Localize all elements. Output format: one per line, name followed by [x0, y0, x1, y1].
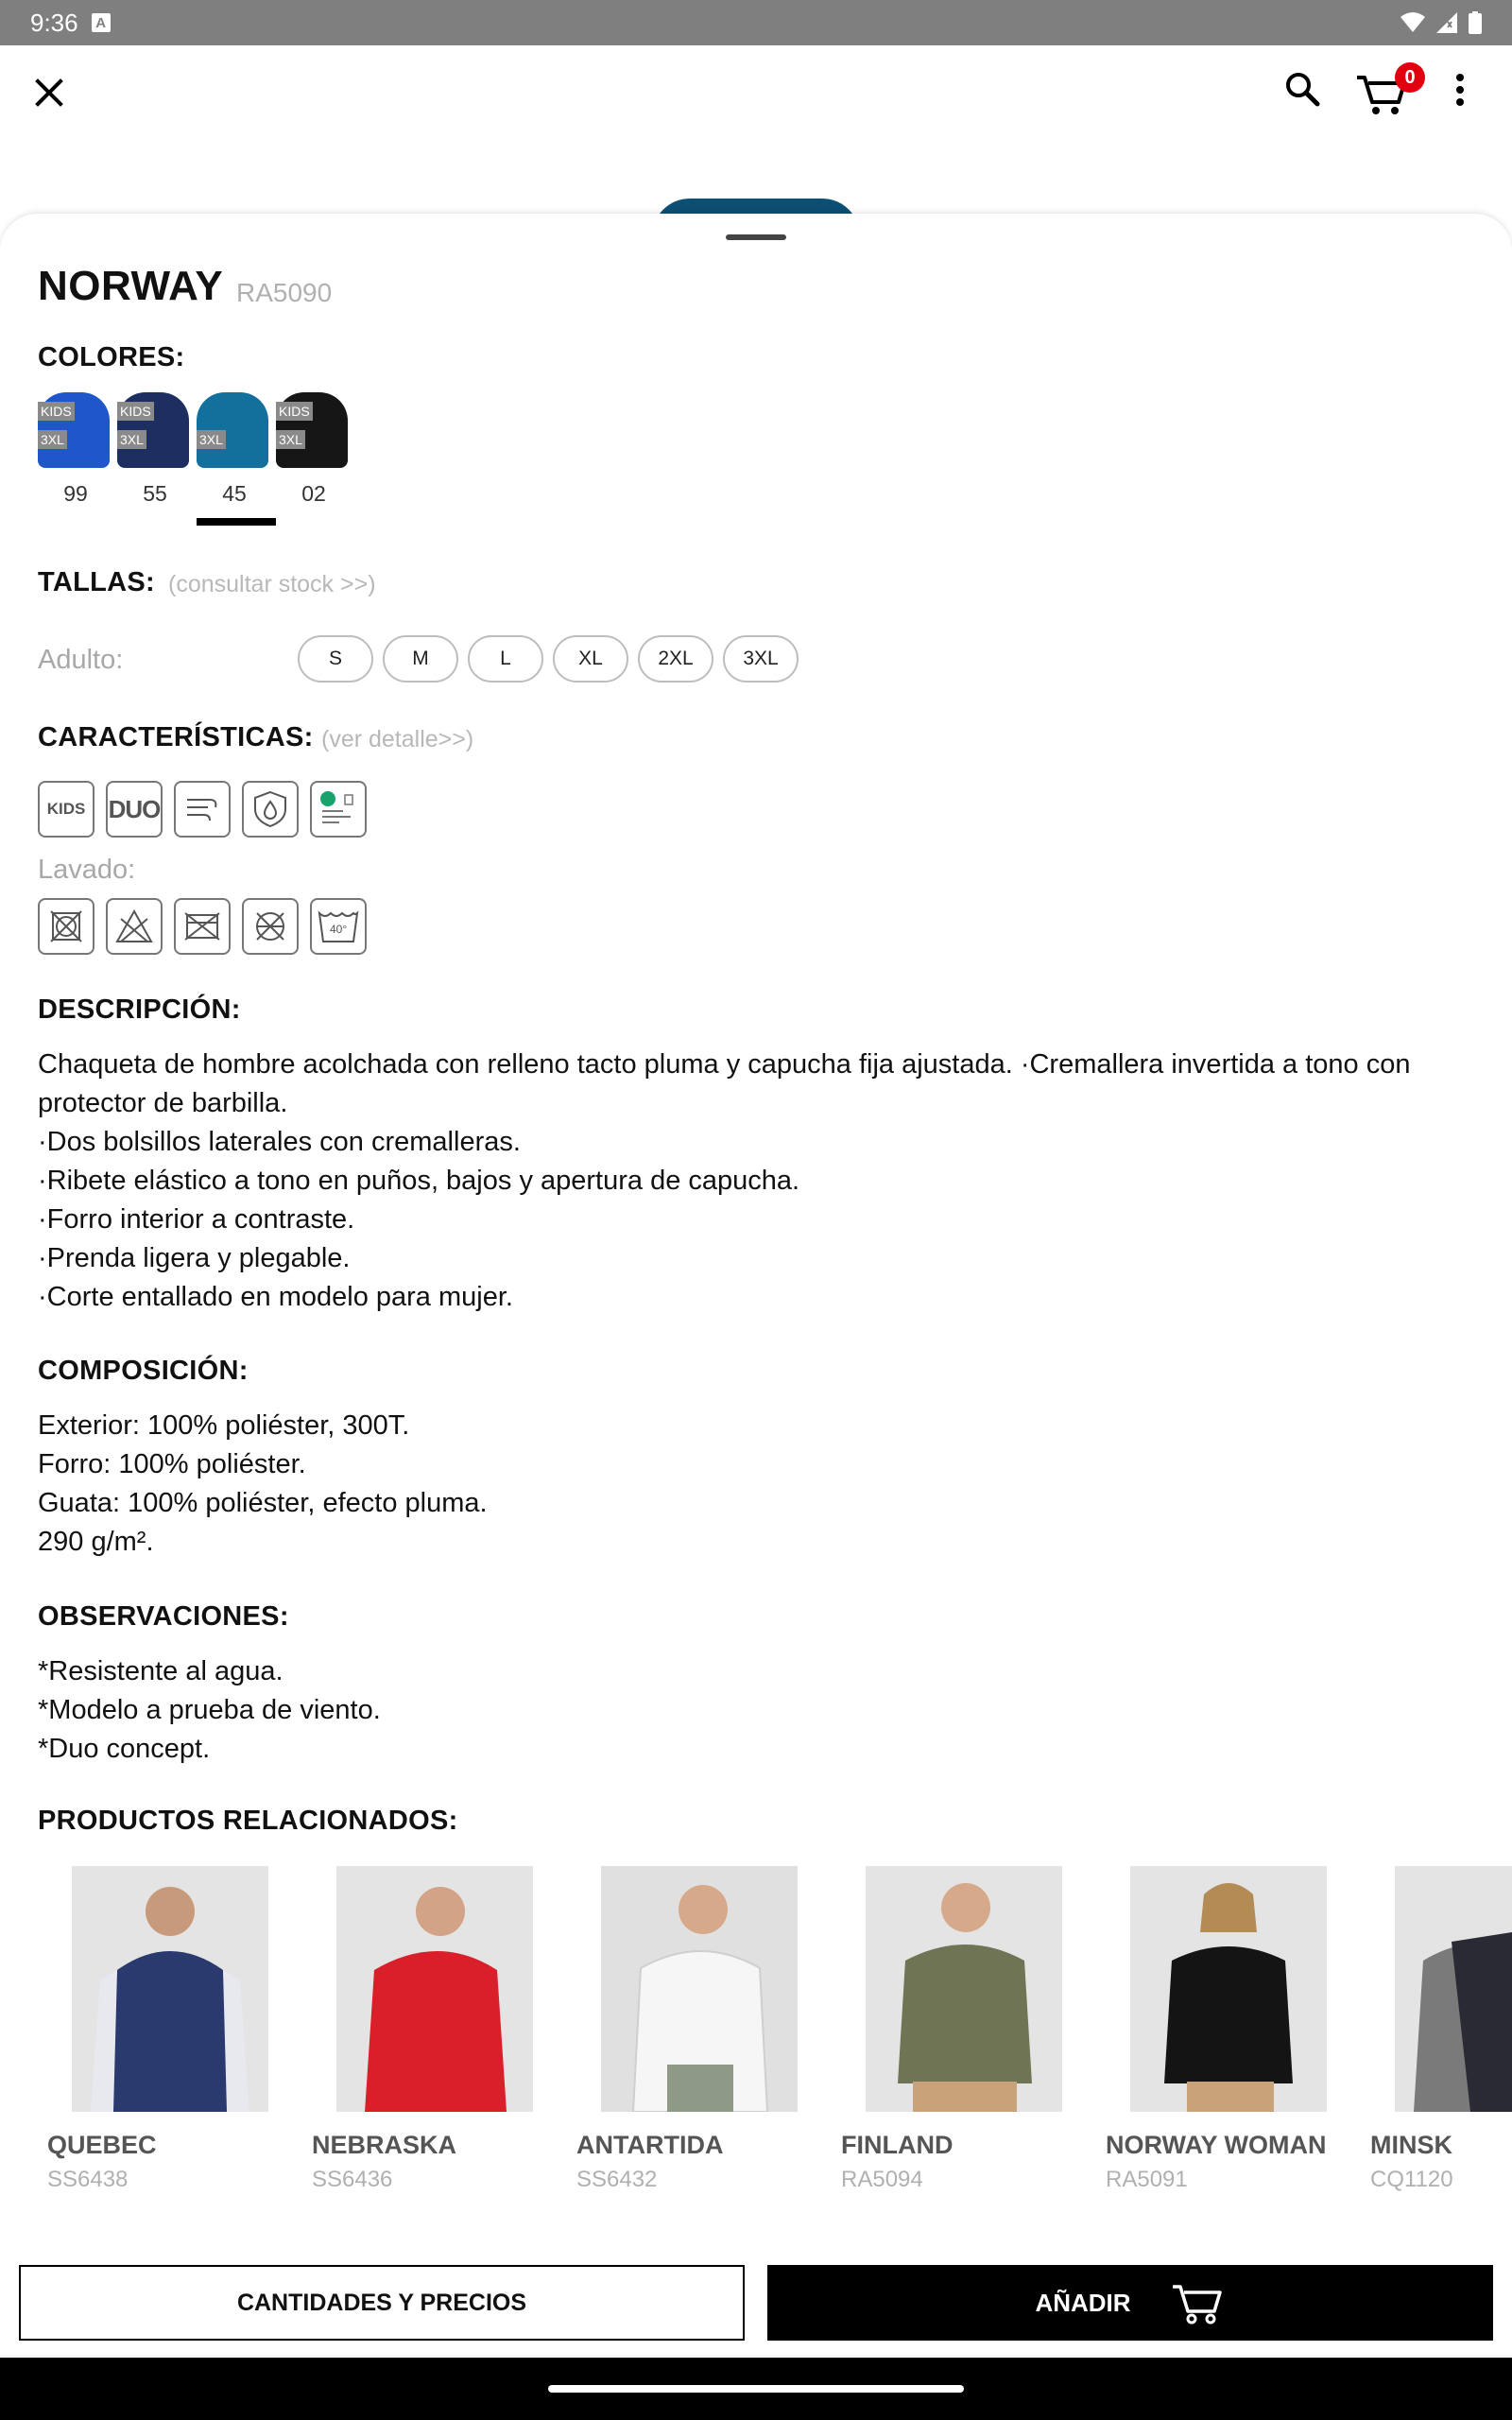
description-line: ·Ribete elástico a tono en puños, bajos y apertura de capucha.: [38, 1166, 800, 1196]
add-to-cart-label: AÑADIR: [1035, 2288, 1131, 2317]
color-swatch: [117, 389, 189, 470]
color-option-45[interactable]: [197, 389, 272, 507]
description-line: ·Dos bolsillos laterales con cremalleras.: [38, 1127, 521, 1157]
description-line: Chaqueta de hombre acolchada con relleno tacto pluma y capucha fija ajustada. ·Cremallera invertida a tono con protector de barbilla.: [38, 1049, 1411, 1118]
description-line: ·Forro interior a contraste.: [38, 1204, 355, 1235]
color-code: 99: [63, 481, 88, 506]
related-product-code: SS6436: [312, 2167, 393, 2192]
no-bleach-symbol: [113, 906, 155, 947]
color-code: 45: [222, 481, 247, 506]
observations-text: [38, 1652, 1474, 1769]
description-heading: DESCRIPCIÓN:: [38, 994, 241, 1025]
battery-icon: [1469, 11, 1482, 34]
search-button[interactable]: [1280, 66, 1327, 113]
related-product-image: [336, 1866, 533, 2112]
oeko-tex-label-icon: [317, 787, 360, 831]
wash-temperature: 40°: [330, 923, 348, 936]
composition-line: Guata: 100% poliéster, efecto pluma.: [38, 1488, 488, 1518]
color-option-99[interactable]: [38, 389, 113, 507]
observation-line: *Resistente al agua.: [38, 1656, 284, 1686]
related-product-code: SS6432: [576, 2167, 658, 2192]
3xl-tag: 3XL: [197, 430, 226, 449]
color-swatch: [38, 389, 110, 470]
composition-line: 290 g/m².: [38, 1527, 154, 1557]
wifi-icon: [1400, 12, 1425, 33]
observation-line: *Duo concept.: [38, 1734, 211, 1764]
color-code: 55: [143, 481, 167, 506]
cart-count-badge: 0: [1395, 62, 1425, 93]
3xl-tag: 3XL: [276, 430, 305, 449]
related-product-image: [866, 1866, 1062, 2112]
selected-color-indicator: [197, 518, 276, 526]
related-product-name: NEBRASKA: [312, 2131, 457, 2159]
composition-heading: COMPOSICIÓN:: [38, 1356, 249, 1386]
related-product-code: RA5094: [841, 2167, 923, 2192]
duo-icon-text: DUO: [108, 794, 161, 823]
no-dry-clean-symbol: [45, 906, 87, 947]
description-text: [38, 1046, 1474, 1317]
kids-tag: KIDS: [117, 402, 154, 421]
sizes-heading: TALLAS:: [38, 567, 155, 597]
wash-40-icon: [310, 898, 367, 955]
app-bar: [0, 45, 1512, 132]
related-product-name: QUEBEC: [47, 2131, 157, 2159]
check-stock-link[interactable]: (consultar stock >>): [168, 571, 376, 597]
no-dry-clean-icon: [38, 898, 94, 955]
composition-text: [38, 1407, 1474, 1562]
drag-handle[interactable]: [726, 234, 786, 240]
size-chip-3xl[interactable]: 3XL: [723, 635, 799, 683]
notification-icon: A: [92, 13, 111, 32]
no-bleach-icon: [106, 898, 163, 955]
oeko-tex-icon: [310, 781, 367, 838]
no-tumble-dry-icon: [174, 898, 231, 955]
home-gesture-handle[interactable]: [548, 2385, 964, 2393]
composition-line: Forro: 100% poliéster.: [38, 1449, 306, 1479]
size-chip-s[interactable]: S: [298, 635, 373, 683]
kids-icon-text: KIDS: [46, 800, 86, 818]
kids-icon: [38, 781, 94, 838]
size-chip-l[interactable]: L: [468, 635, 543, 683]
product-code: RA5090: [236, 278, 333, 307]
size-chip-xl[interactable]: XL: [553, 635, 628, 683]
description-line: ·Corte entallado en modelo para mujer.: [38, 1282, 513, 1312]
color-option-55[interactable]: [117, 389, 193, 507]
no-tumble-symbol: [181, 906, 223, 947]
colors-heading: COLORES:: [38, 342, 185, 372]
related-products-carousel[interactable]: [0, 1866, 1512, 2206]
wind-icon: [181, 788, 223, 830]
close-button[interactable]: [28, 72, 70, 113]
related-product-image: [1395, 1866, 1512, 2112]
signal-icon: [1436, 12, 1457, 33]
person-wearing-garment: [336, 1866, 533, 2112]
search-icon: [1280, 66, 1327, 113]
feature-detail-link[interactable]: (ver detalle>>): [321, 726, 474, 752]
person-wearing-garment: [1130, 1866, 1327, 2112]
cart-button[interactable]: [1353, 64, 1419, 121]
description-line: ·Prenda ligera y plegable.: [38, 1243, 351, 1273]
color-swatch: [276, 389, 348, 470]
add-to-cart-button[interactable]: [767, 2265, 1493, 2341]
person-wearing-garment: [866, 1866, 1062, 2112]
related-product-image: [601, 1866, 798, 2112]
status-bar: [0, 0, 1512, 45]
shield-drop-icon: [249, 788, 291, 830]
status-time: 9:36: [30, 8, 78, 37]
water-resistant-icon: [242, 781, 299, 838]
person-wearing-garment: [72, 1866, 268, 2112]
observation-line: *Modelo a prueba de viento.: [38, 1695, 381, 1725]
color-code: 02: [301, 481, 326, 506]
person-wearing-garment: [601, 1866, 798, 2112]
size-chip-2xl[interactable]: 2XL: [638, 635, 713, 683]
product-detail-sheet: [0, 214, 1512, 2355]
composition-line: Exterior: 100% poliéster, 300T.: [38, 1410, 410, 1441]
no-iron-symbol: [249, 906, 291, 947]
related-product-name: MINSK: [1370, 2131, 1452, 2159]
related-product-name: FINLAND: [841, 2131, 954, 2159]
duo-icon: [106, 781, 163, 838]
features-heading: CARACTERÍSTICAS:: [38, 722, 314, 752]
size-chip-m[interactable]: M: [383, 635, 458, 683]
related-product-name: NORWAY WOMAN: [1106, 2131, 1327, 2159]
related-product-code: RA5091: [1106, 2167, 1188, 2192]
3xl-tag: 3XL: [117, 430, 146, 449]
3xl-tag: 3XL: [38, 430, 67, 449]
adult-size-label: Adulto:: [38, 645, 124, 675]
quantities-prices-button[interactable]: CANTIDADES Y PRECIOS: [19, 2265, 745, 2341]
person-wearing-garment: [1395, 1866, 1512, 2112]
related-product-code: SS6438: [47, 2167, 129, 2192]
more-vertical-icon: [1446, 66, 1474, 113]
related-product-code: CQ1120: [1370, 2167, 1453, 2192]
washing-label: Lavado:: [38, 855, 136, 885]
more-options-button[interactable]: [1446, 66, 1474, 113]
color-swatch: [197, 389, 268, 470]
close-icon: [28, 72, 70, 113]
no-iron-icon: [242, 898, 299, 955]
kids-tag: KIDS: [38, 402, 75, 421]
kids-tag: KIDS: [276, 402, 313, 421]
cart-icon: [1169, 2279, 1226, 2326]
product-name: NORWAY: [38, 263, 224, 309]
related-product-image: [1130, 1866, 1327, 2112]
related-product-name: ANTARTIDA: [576, 2131, 724, 2159]
related-products-heading: PRODUCTOS RELACIONADOS:: [38, 1806, 458, 1836]
observations-heading: OBSERVACIONES:: [38, 1601, 289, 1632]
color-option-02[interactable]: [276, 389, 352, 507]
windproof-icon: [174, 781, 231, 838]
related-product-image: [72, 1866, 268, 2112]
